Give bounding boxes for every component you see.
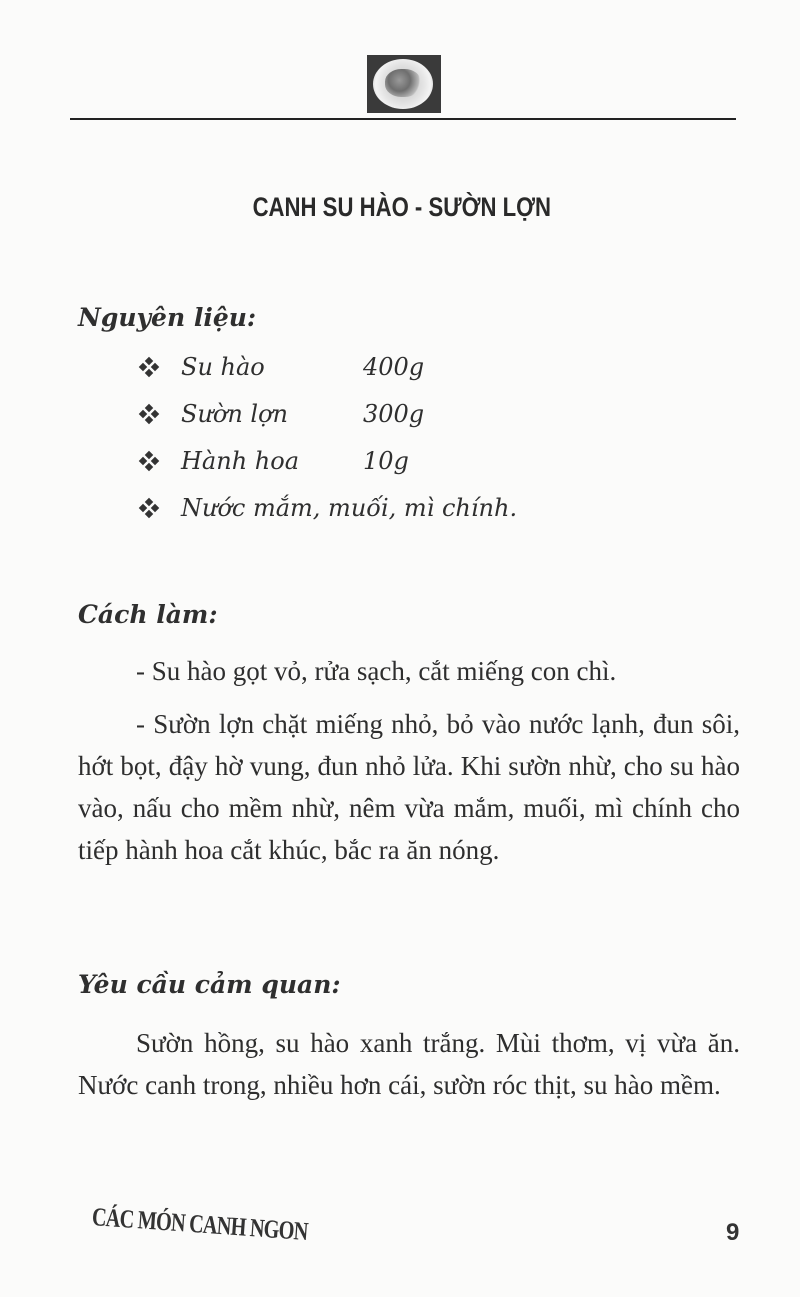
soup-bowl-image	[367, 55, 441, 113]
ingredient-name: Sườn lợn	[181, 400, 289, 428]
diamond-bullet-icon	[137, 402, 161, 426]
ingredient-quantity: 400g	[363, 353, 425, 381]
page-number: 9	[726, 1219, 740, 1246]
recipe-title: CANH SU HÀO - SƯỜN LỢN	[252, 192, 552, 222]
sensory-text: Sườn hồng, su hào xanh trắng. Mùi thơm, vị vừa ăn. Nước canh trong, nhiều hơn cái, sườn róc thịt, su hào mềm.	[78, 1028, 740, 1100]
ingredient-item	[137, 350, 424, 384]
diamond-bullet-icon	[137, 496, 161, 520]
ingredient-item	[137, 491, 517, 525]
ingredient-item	[137, 444, 409, 478]
book-title: CÁC MÓN CANH NGON	[91, 1202, 309, 1247]
food-shape	[385, 69, 421, 97]
ingredient-name: Su hào	[181, 353, 265, 381]
ingredient-name: Nước mắm, muối, mì chính.	[181, 494, 518, 522]
ingredients-heading: Nguyên liệu:	[78, 303, 257, 332]
ingredient-name: Hành hoa	[181, 447, 299, 475]
diamond-bullet-icon	[137, 449, 161, 473]
method-step: - Sườn lợn chặt miếng nhỏ, bỏ vào nước lạnh, đun sôi, hớt bọt, đậy hờ vung, đun nhỏ lửa. Khi sườn nhừ, cho su hào vào, nấu cho mềm nhừ, nêm vừa mắm, muối, mì chính cho tiếp hành hoa cắt khúc, bắc ra ăn nóng.	[78, 709, 740, 865]
header-divider	[70, 118, 736, 120]
ingredient-quantity: 10g	[363, 447, 409, 475]
ingredient-quantity: 300g	[363, 400, 425, 428]
method-heading: Cách làm:	[78, 600, 218, 629]
method-step: - Su hào gọt vỏ, rửa sạch, cắt miếng con chì.	[136, 656, 617, 686]
diamond-bullet-icon	[137, 355, 161, 379]
sensory-heading: Yêu cầu cảm quan:	[78, 970, 341, 999]
ingredient-item	[137, 397, 424, 431]
